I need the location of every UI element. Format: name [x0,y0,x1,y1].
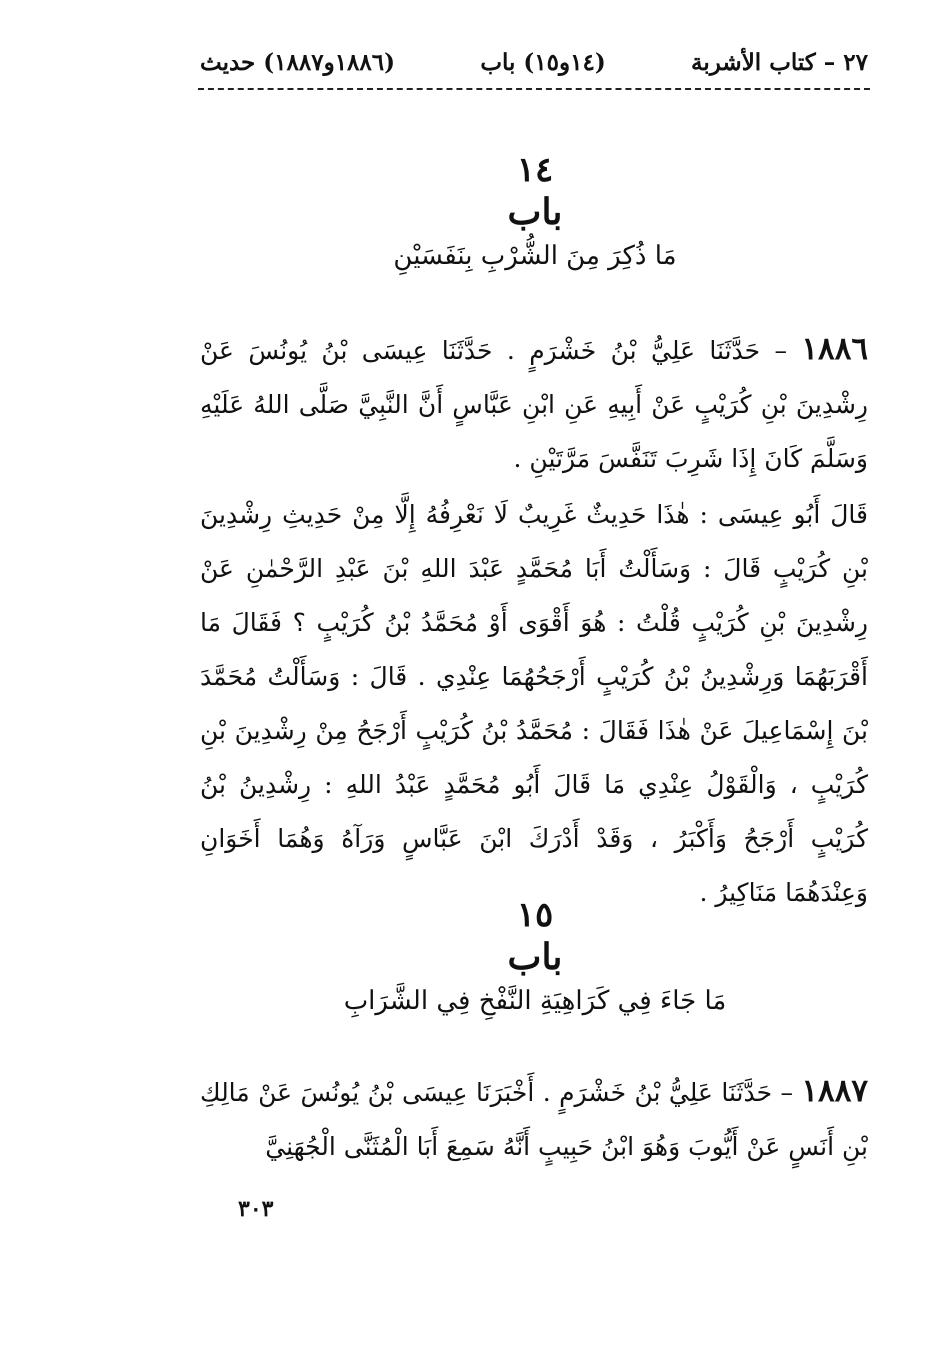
section-14-heading [200,150,870,274]
hadith-text: – حَدَّثَنَا عَلِيُّ بْنُ خَشْرَمٍ . حَدَّثَنَا عِيسَى بْنُ يُونُسَ عَنْ رِشْدِينَ بْنِ كُرَيْبٍ عَنْ أَبِيهِ عَنِ ابْنِ عَبَّاسٍ أَنَّ النَّبِيَّ صَلَّى اللهُ عَلَيْهِ وَسَلَّمَ كَانَ إِذَا شَرِبَ تَنَفَّسَ مَرَّتَيْنِ . [200,336,868,473]
header-chapters-ref: (١٤و١٥) باب [480,48,606,76]
hadith-1886-commentary [200,488,868,920]
section-title: مَا جَاءَ فِي كَرَاهِيَةِ النَّفْخِ فِي الشَّرَابِ [343,986,727,1016]
section-title: مَا ذُكِرَ مِنَ الشُّرْبِ بِنَفَسَيْنِ [393,241,677,271]
header-chapter: ٢٧ – كتاب الأشربة [691,48,868,76]
section-label: باب [507,191,563,233]
section-number: ١٤ [516,150,554,190]
section-number: ١٥ [516,895,554,935]
hadith-number: ١٨٨٧ [801,1073,868,1109]
hadith-1887-paragraph [200,1064,868,1174]
hadith-number: ١٨٨٦ [801,331,868,367]
section-label: باب [507,936,563,978]
header-rule [198,88,870,90]
commentary-text: قَالَ أَبُو عِيسَى : هٰذَا حَدِيثٌ غَرِيبٌ لَا نَعْرِفُهُ إِلَّا مِنْ حَدِيثِ رِشْدِينَ بْنِ كُرَيْبٍ قَالَ : وَسَأَلْتُ أَبَا مُحَمَّدٍ عَبْدَ اللهِ بْنَ عَبْدِ الرَّحْمٰنِ عَنْ رِشْدِينَ بْنِ كُرَيْبٍ قُلْتُ : هُوَ أَقْوَى أَوْ مُحَمَّدُ بْنُ كُرَيْبٍ ؟ فَقَالَ مَا أَقْرَبَهُمَا وَرِشْدِينُ بْنُ كُرَيْبٍ أَرْجَحُهُمَا عِنْدِي . قَالَ : وَسَأَلْتُ مُحَمَّدَ بْنَ إِسْمَاعِيلَ عَنْ هٰذَا فَقَالَ : مُحَمَّدُ بْنُ كُرَيْبٍ أَرْجَحُ مِنْ رِشْدِينَ بْنِ كُرَيْبٍ ، وَالْقَوْلُ عِنْدِي مَا قَالَ أَبُو مُحَمَّدٍ عَبْدُ اللهِ : رِشْدِينُ بْنُ كُرَيْبٍ أَرْجَحُ وَأَكْبَرُ ، وَقَدْ أَدْرَكَ ابْنَ عَبَّاسٍ وَرَآهُ وَهُمَا أَخَوَانِ وَعِنْدَهُمَا مَنَاكِيرُ . [200,500,868,907]
hadith-text: – حَدَّثَنَا عَلِيُّ بْنُ خَشْرَمٍ . أَخْبَرَنَا عِيسَى بْنُ يُونُسَ عَنْ مَالِكِ بْنِ أَنَسٍ عَنْ أَيُّوبَ وَهُوَ ابْنُ حَبِيبٍ أَنَّهُ سَمِعَ أَبَا الْمُثَنَّى الْجُهَنِيَّ [200,1078,868,1161]
header-hadith-ref: (١٨٨٦و١٨٨٧) حديث [200,48,396,76]
running-header [200,40,868,84]
hadith-1886-paragraph [200,322,868,486]
section-15-heading [200,895,870,1019]
page-number: ٣٠٣ [238,1196,274,1222]
